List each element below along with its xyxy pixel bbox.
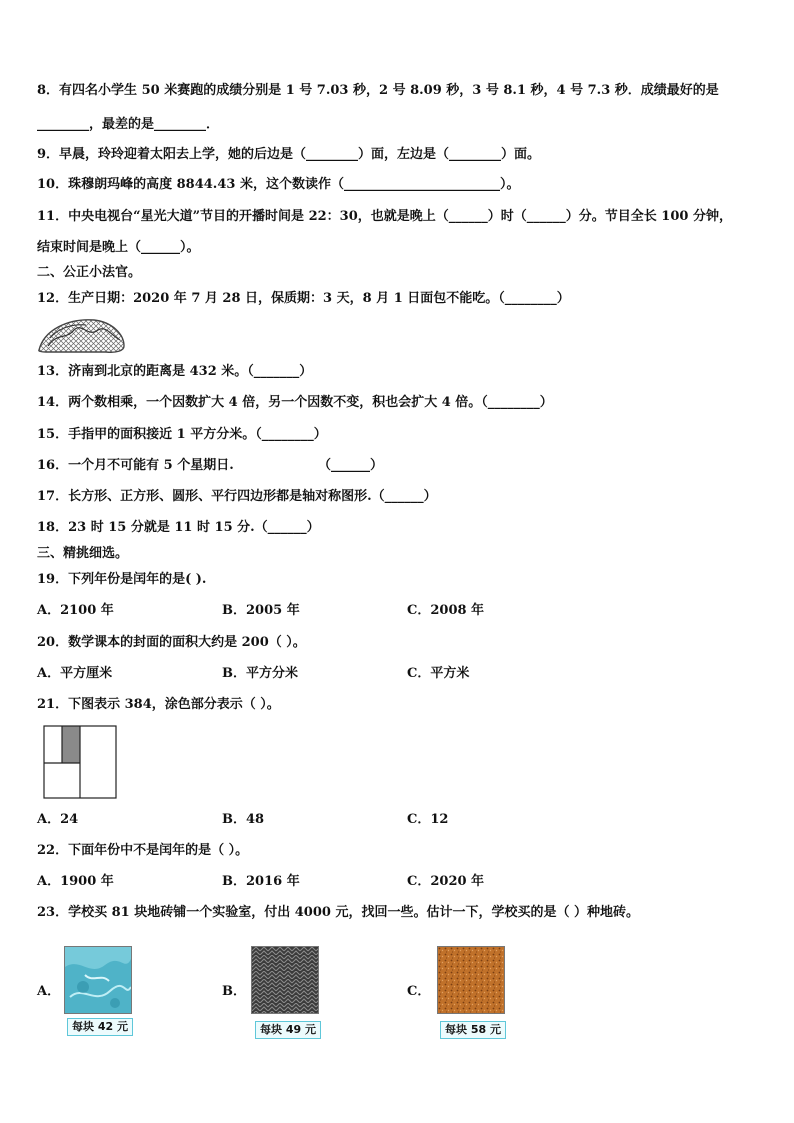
question-21-option-b: B．48 bbox=[222, 812, 265, 827]
question-8-line1: 8．有四名小学生 50 米赛跑的成绩分别是 1 号 7.03 秒，2 号 8.09 秒，3 号 8.1 秒，4 号 7.3 秒．成绩最好的是 bbox=[37, 83, 719, 98]
question-18: 18．23 时 15 分就是 11 时 15 分.（______） bbox=[37, 520, 320, 535]
question-20-option-a: A．平方厘米 bbox=[37, 666, 113, 681]
question-12: 12．生产日期：2020 年 7 月 28 日，保质期：3 天，8 月 1 日面包不能吃。（________） bbox=[37, 291, 570, 306]
question-23-option-a-label: A． bbox=[37, 984, 61, 999]
question-21-stem: 21．下图表示 384，涂色部分表示（ ）。 bbox=[37, 697, 280, 712]
question-23-option-a-price: 每块 42 元 bbox=[67, 1018, 133, 1036]
question-19-option-a: A．2100 年 bbox=[37, 603, 114, 618]
question-17: 17．长方形、正方形、圆形、平行四边形都是轴对称图形.（______） bbox=[37, 489, 437, 504]
question-14: 14．两个数相乘，一个因数扩大 4 倍，另一个因数不变，积也会扩大 4 倍。（________） bbox=[37, 395, 553, 410]
question-20-option-c: C．平方米 bbox=[407, 666, 470, 681]
question-13: 13．济南到北京的距离是 432 米。（_______） bbox=[37, 364, 313, 379]
question-19-stem: 19．下列年份是闰年的是( ). bbox=[37, 572, 207, 587]
question-23-option-c-price: 每块 58 元 bbox=[440, 1021, 506, 1039]
bread-image bbox=[36, 316, 128, 354]
question-22-stem: 22．下面年份中不是闰年的是（ ）。 bbox=[37, 843, 249, 858]
question-20-option-b: B．平方分米 bbox=[222, 666, 298, 681]
fraction-square-diagram bbox=[43, 725, 119, 801]
orange-speckled-tile-image bbox=[437, 946, 505, 1014]
question-10: 10．珠穆朗玛峰的高度 8844.43 米，这个数读作（________________________）。 bbox=[37, 177, 520, 192]
question-11-line1: 11．中央电视台“星光大道”节目的开播时间是 22：30，也就是晚上（______）时（______）分。节目全长 100 分钟， bbox=[37, 209, 732, 224]
question-21-option-c: C．12 bbox=[407, 812, 449, 827]
question-22-option-c: C．2020 年 bbox=[407, 874, 485, 889]
question-15: 15．手指甲的面积接近 1 平方分米。（________） bbox=[37, 427, 327, 442]
question-23-option-b-label: B． bbox=[222, 984, 246, 999]
question-23-option-c-label: C． bbox=[407, 984, 431, 999]
question-19-option-c: C．2008 年 bbox=[407, 603, 485, 618]
question-20-stem: 20．数学课本的封面的面积大约是 200（ ）。 bbox=[37, 635, 306, 650]
question-8-line2: ________，最差的是________． bbox=[37, 117, 220, 132]
question-22-option-a: A．1900 年 bbox=[37, 874, 114, 889]
question-22-option-b: B．2016 年 bbox=[222, 874, 300, 889]
question-23-option-b-price: 每块 49 元 bbox=[255, 1021, 321, 1039]
herringbone-tile-image bbox=[251, 946, 319, 1014]
question-16-blank: （______） bbox=[318, 458, 384, 473]
question-19-option-b: B．2005 年 bbox=[222, 603, 300, 618]
question-23-stem: 23．学校买 81 块地砖铺一个实验室，付出 4000 元，找回一些。估计一下，学校买的是（ ）种地砖。 bbox=[37, 905, 639, 920]
section-3-heading: 三、精挑细选。 bbox=[37, 546, 129, 561]
question-21-option-a: A．24 bbox=[37, 812, 79, 827]
question-9: 9．早晨，玲玲迎着太阳去上学，她的后边是（________）面，左边是（________）面。 bbox=[37, 147, 541, 162]
question-16: 16．一个月不可能有 5 个星期日. bbox=[37, 458, 234, 473]
section-2-heading: 二、公正小法官。 bbox=[37, 265, 142, 280]
blue-marble-tile-image bbox=[64, 946, 132, 1014]
question-11-line2: 结束时间是晚上（______）。 bbox=[37, 240, 200, 255]
